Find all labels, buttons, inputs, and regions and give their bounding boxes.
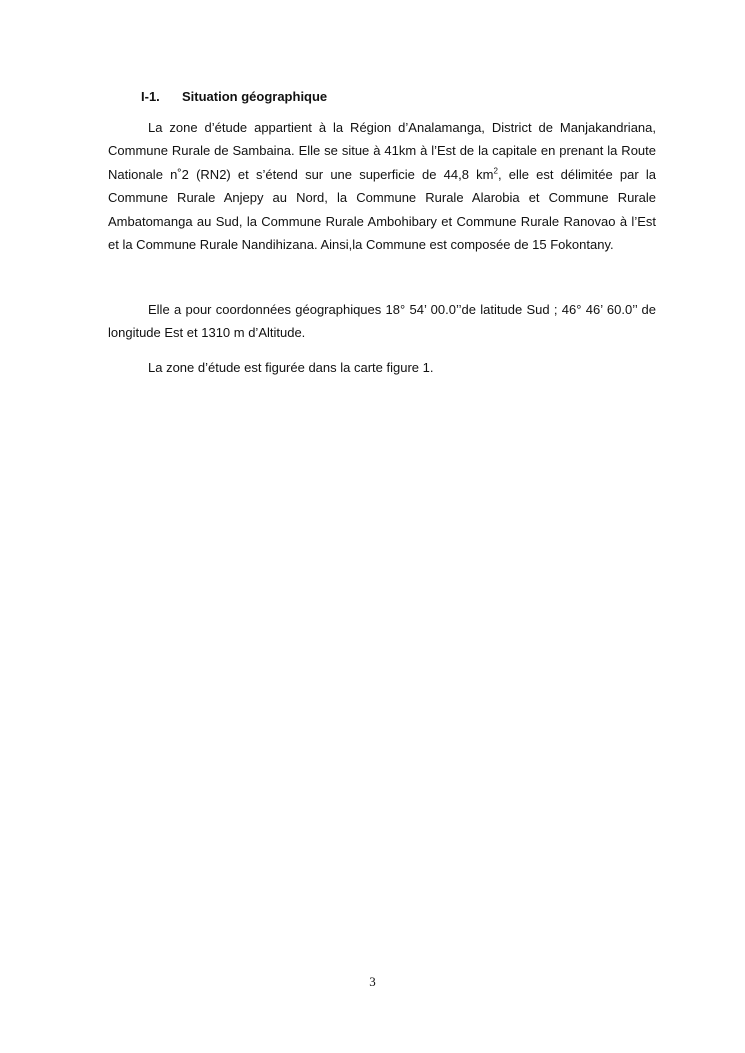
superscript-squared: 2 bbox=[493, 166, 498, 176]
paragraph-location-text-b: , elle est délimitée par la Commune Rurale Anjepy au Nord, la Commune Rurale Alarobia et Commune Rurale Ambatomanga au Sud, la Commune Rurale Ambohibary et Commune Rurale Ranovao à l’Est et la Commune Rurale Nandihizana. Ainsi,la Commune est composée de 15 Fokontany. bbox=[108, 166, 656, 253]
paragraph-coordinates: Elle a pour coordonnées géographiques 18° 54’ 00.0’’de latitude Sud ; 46° 46’ 60.0’’ de longitude Est et 1310 m d’Altitude. bbox=[108, 302, 656, 341]
paragraph-location bbox=[108, 116, 656, 256]
section-title: Situation géographique bbox=[182, 89, 328, 104]
paragraph-figure-reference: La zone d’étude est figurée dans la carte figure 1. bbox=[148, 360, 434, 375]
paragraph-location-text-a: La zone d’étude appartient à la Région d’Analamanga, District de Manjakandriana, Commune Rurale de Sambaina. Elle se situe à 41km à l’Est de la capitale en prenant la Route Nationale n˚2 (RN2) et s’étend sur une superficie de 44,8 km bbox=[108, 120, 656, 182]
section-number: I-1. bbox=[141, 89, 160, 104]
section-heading bbox=[141, 89, 327, 104]
page-number: 3 bbox=[369, 974, 376, 989]
